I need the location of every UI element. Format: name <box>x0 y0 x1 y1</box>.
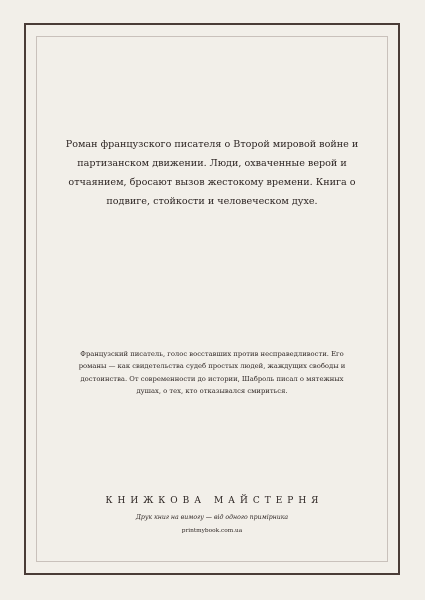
book-blurb: Роман французского писателя о Второй мировой войне и партизанском движении. Люди, охваченные верой и отчаянием, бросают вызов жестокому времени. Книга о подвиге, стойкости и человеческом духе. <box>65 139 359 207</box>
author-bio: Французский писатель, голос восставших против несправедливости. Его романы — как свидетельства судеб простых людей, жаждущих свободы и достоинства. От современности до истории, Шаброль писал о мятежных душах, о тех, кто отказывался смириться. <box>78 350 346 396</box>
inner-border-frame <box>36 36 388 562</box>
publisher-website: printmybook.com.ua <box>181 528 243 534</box>
publisher-name: КНИЖКОВА МАЙСТЕРНЯ <box>105 496 324 506</box>
publisher-tagline: Друк книг на вимогу — від одного примірника <box>135 514 289 521</box>
